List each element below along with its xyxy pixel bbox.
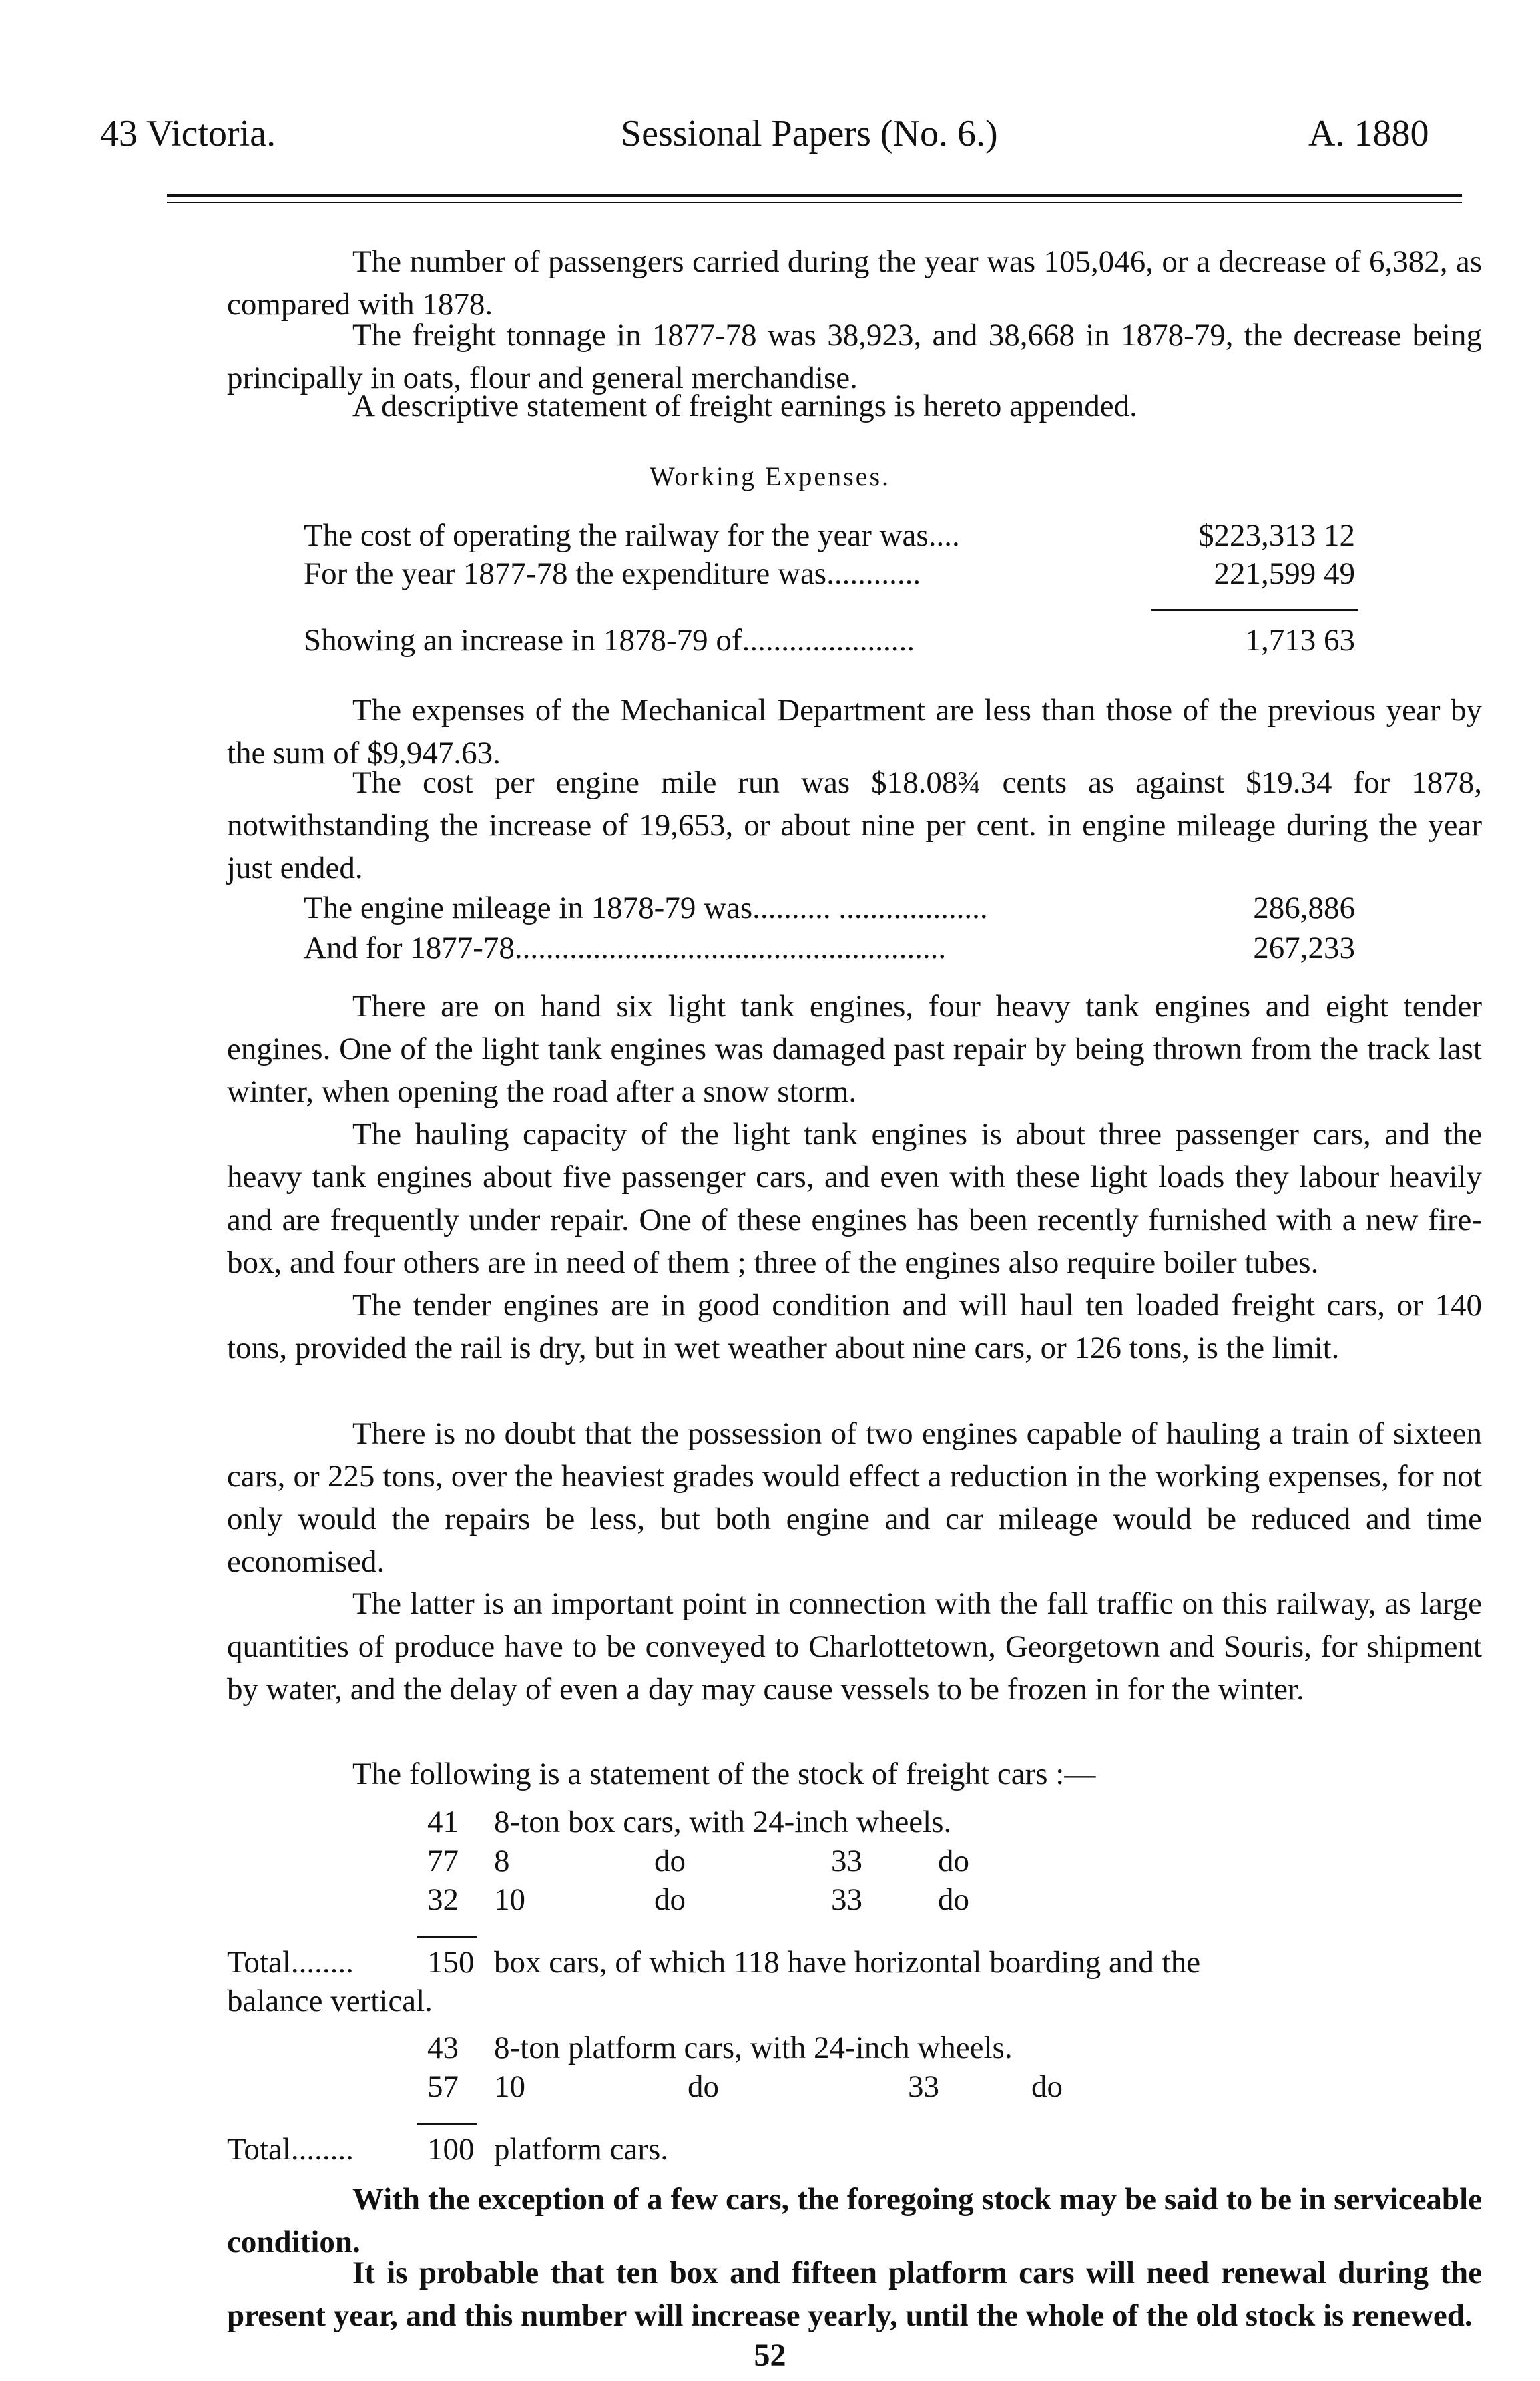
mileage-row-label: And for 1877-78....................................................... [304, 931, 947, 965]
platform-total-rule [417, 2123, 477, 2125]
header-center: Sessional Papers (No. 6.) [621, 113, 998, 154]
mechanical-paragraph-2: The cost per engine mile run was $18.08¾ cents as against $19.34 for 1878, notwithstanding the increase of 19,653, or about nine per cent. in engine mileage during the year just ended. [227, 765, 1482, 885]
engines-paragraph-5: The latter is an important point in connection with the fall traffic on this railway, as large quantities of produce have to be conveyed to Charlottetown, Georgetown and Souris, for shipment by water, and the delay of even a day may cause vessels to be frozen in for the winter. [227, 1586, 1482, 1707]
engines-paragraph-1: There are on hand six light tank engines, four heavy tank engines and eight tender engines. One of the light tank engines was damaged past repair by being thrown from the track last winter, when opening the road after a snow storm. [227, 989, 1482, 1109]
car-count: 77 [427, 1844, 459, 1878]
total-description: platform cars. [494, 2132, 669, 2167]
ditto-mark: do [654, 1882, 686, 1917]
intro-paragraph-2: The freight tonnage in 1877-78 was 38,923, and 38,668 in 1878-79, the decrease being principally in oats, flour and general merchandise. [227, 318, 1482, 395]
car-tonnage: 10 [494, 2069, 525, 2104]
closing-paragraph-1: With the exception of a few cars, the foregoing stock may be said to be in serviceable condition. [227, 2182, 1482, 2259]
intro-paragraph-1: The number of passengers carried during the year was 105,046, or a decrease of 6,382, as compared with 1878. [227, 244, 1482, 322]
expense-row-value: $223,313 12 [1198, 518, 1355, 553]
car-count: 41 [427, 1805, 459, 1839]
expense-row-label: For the year 1877-78 the expenditure was............ [304, 556, 921, 591]
total-label: Total........ [227, 2132, 354, 2167]
intro-paragraph-3: A descriptive statement of freight earnings is hereto appended. [352, 389, 1137, 423]
total-label: Total........ [227, 1945, 354, 1980]
total-count: 150 [427, 1945, 475, 1980]
car-tonnage: 8 [494, 1844, 510, 1878]
box-car-total-cont: balance vertical. [227, 1984, 433, 2018]
total-description: box cars, of which 118 have horizontal boarding and the [494, 1945, 1201, 1980]
ditto-mark: do [938, 1844, 969, 1878]
mileage-row-label: The engine mileage in 1878-79 was.......... ................... [304, 891, 988, 925]
header-rule-lower [167, 202, 1462, 203]
ditto-mark: do [654, 1844, 686, 1878]
wheel-size: 33 [908, 2069, 939, 2104]
expense-row-label: The cost of operating the railway for the year was.... [304, 518, 960, 553]
expense-total-label: Showing an increase in 1878-79 of...................... [304, 623, 915, 658]
total-count: 100 [427, 2132, 475, 2167]
engines-paragraph-6: The following is a statement of the stock of freight cars :— [352, 1757, 1096, 1791]
closing-paragraph-2: It is probable that ten box and fifteen platform cars will need renewal during the present year, and this number will increase yearly, until the whole of the old stock is renewed. [227, 2255, 1482, 2333]
engines-paragraph-3: The tender engines are in good condition and will haul ten loaded freight cars, or 140 tons, provided the rail is dry, but in wet weather about nine cars, or 126 tons, is the limit. [227, 1288, 1482, 1365]
wheel-size: 33 [831, 1882, 862, 1917]
car-tonnage: 10 [494, 1882, 525, 1917]
page-number: 52 [754, 2338, 786, 2373]
expense-row-value: 221,599 49 [1214, 556, 1355, 591]
engines-paragraph-4: There is no doubt that the possession of two engines capable of hauling a train of sixteen cars, or 225 tons, over the heaviest grades would effect a reduction in the working expenses, for not only would the repairs be less, but both engine and car mileage would be reduced and time economised. [227, 1416, 1482, 1579]
ditto-mark: do [938, 1882, 969, 1917]
section-heading: Working Expenses. [649, 461, 891, 491]
mileage-row-value: 286,886 [1253, 891, 1355, 925]
engines-paragraph-2: The hauling capacity of the light tank engines is about three passenger cars, and the heavy tank engines about five passenger cars, and even with these light loads they labour heavily and are frequently under repair. One of these engines has been recently furnished with a new fire-box, and four others are in need of them ; three of the engines also require boiler tubes. [227, 1117, 1482, 1280]
header-left: 43 Victoria. [100, 113, 276, 154]
sum-rule [1151, 609, 1358, 611]
wheel-size: 33 [831, 1844, 862, 1878]
car-count: 57 [427, 2069, 459, 2104]
car-description: 8-ton box cars, with 24-inch wheels. [494, 1805, 952, 1839]
ditto-mark: do [1031, 2069, 1063, 2104]
mechanical-paragraph-1: The expenses of the Mechanical Department are less than those of the previous year by the sum of $9,947.63. [227, 693, 1482, 771]
expense-total-value: 1,713 63 [1245, 623, 1355, 658]
box-total-rule [417, 1936, 477, 1938]
car-count: 32 [427, 1882, 459, 1917]
header-right: A. 1880 [1308, 113, 1429, 154]
car-description: 8-ton platform cars, with 24-inch wheels. [494, 2030, 1013, 2065]
mileage-row-value: 267,233 [1253, 931, 1355, 965]
header-rule [167, 194, 1462, 197]
ditto-mark: do [688, 2069, 719, 2104]
car-count: 43 [427, 2030, 459, 2065]
